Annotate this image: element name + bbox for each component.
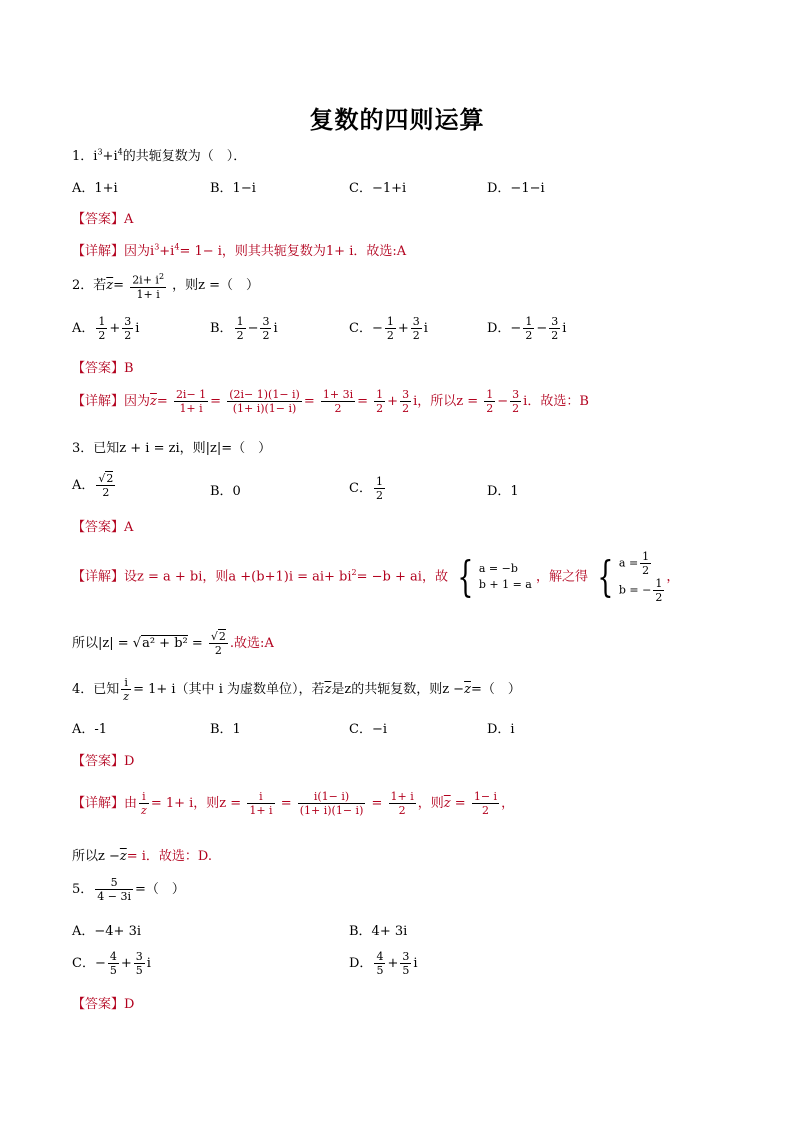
question-4-option-d: D．i [487,722,515,737]
question-5-option-c: C．− $\frac{4}{5}$ + $\frac{3}{5}$ i [72,950,151,977]
question-3-detail: 【详解】设z = a + bi，则$a +(b+1)i = ai+ bi^2= -b$ + ai，故 { a = −b b + 1 = a ，解之得 { a = $\frac{1}{2}$ b = − $\frac{1}{2}$ ， [72,550,680,604]
question-3-detail-line-2: 所以|z| = √a² + b² = $\frac{√2}{2}$ .故选:A [72,630,274,657]
question-4-answer: 【答案】D [72,754,135,769]
question-2-option-b: B． $\frac{1}{2}$ − $\frac{3}{2}$ i [210,315,278,342]
question-2-stem: 2．若$\overline{z}=$ $\frac{2i+ i^2}{1+ i}$ ，则z =（ ） [72,272,260,301]
question-5-answer: 【答案】D [72,997,135,1012]
question-4-option-a: A．-1 [72,722,108,737]
question-3-option-b: B．0 [210,484,241,499]
question-1-stem: 1．$i^3+i^4$的共轭复数为（ ）． [72,147,247,164]
question-5-option-b: B．4+ 3i [349,924,408,939]
question-3-option-d: D．1 [487,484,519,499]
question-3-stem: 3．已知z + i = zi，则|z|=（ ） [72,441,272,456]
question-3-option-a: A． $\frac{√2}{2}$ [72,472,114,499]
question-3-answer: 【答案】A [72,520,134,535]
question-4-detail: 【详解】由 $\frac{i}{z}$ = 1+ i，则z = $\frac{i}{1+ i}$ = $\frac{i(1- i)}{(1+ i)(1- i)}$ = $\frac{1+ i}{2}$ ，则$\overline{z}$ = $\frac{1- i}{2}$ ， [72,790,515,817]
question-4-option-b: B．1 [210,722,241,737]
question-2-option-a: A． $\frac{1}{2}$ + $\frac{3}{2}$ i [72,315,140,342]
question-1-option-b: B．1−i [210,181,256,196]
question-1-answer: 【答案】A [72,212,134,227]
question-2-detail: 【详解】因为$\overline{z}=$ $\frac{2i- 1}{1+ i}$ = $\frac{(2i- 1)(1- i)}{(1+ i)(1- i)}$ = $\frac{1+ 3i}{2}$ = $\frac{1}{2}$ + $\frac{3}{2}$ i，所以z = $\frac{1}{2}$ − $\frac{3}{2}$ i．故选：B [72,388,589,415]
question-2-option-d: D．− $\frac{1}{2}$ − $\frac{3}{2}$ i [487,315,567,342]
question-1-option-a: A．1+i [72,181,118,196]
question-1-option-d: D．−1−i [487,181,545,196]
question-5-stem: 5． $\frac{5}{4 - 3i}$ =（ ） [72,876,185,903]
question-5-option-a: A．−4+ 3i [72,924,142,939]
question-1-detail: 【详解】因为$i^3+i^4= 1- i$，则其共轭复数为1+ i．故选:A [72,242,407,259]
question-1-option-c: C．−1+i [349,181,407,196]
page-title: 复数的四则运算 [309,106,485,134]
question-2-answer: 【答案】B [72,361,134,376]
question-2-option-c: C．− $\frac{1}{2}$ + $\frac{3}{2}$ i [349,315,428,342]
question-4-stem: 4．已知 $\frac{i}{z}$ = 1+ i（其中 i 为虚数单位），若$\overline{z}$是z的共轭复数，则$z -\overline{z}=$（ ） [72,676,521,703]
question-3-option-c: C． $\frac{1}{2}$ [349,475,383,502]
question-5-option-d: D． $\frac{4}{5}$ + $\frac{3}{5}$ i [349,950,418,977]
question-4-option-c: C．−i [349,722,387,737]
question-4-detail-line-2: 所以$z -\overline{z}= i$．故选：D. [72,849,213,864]
